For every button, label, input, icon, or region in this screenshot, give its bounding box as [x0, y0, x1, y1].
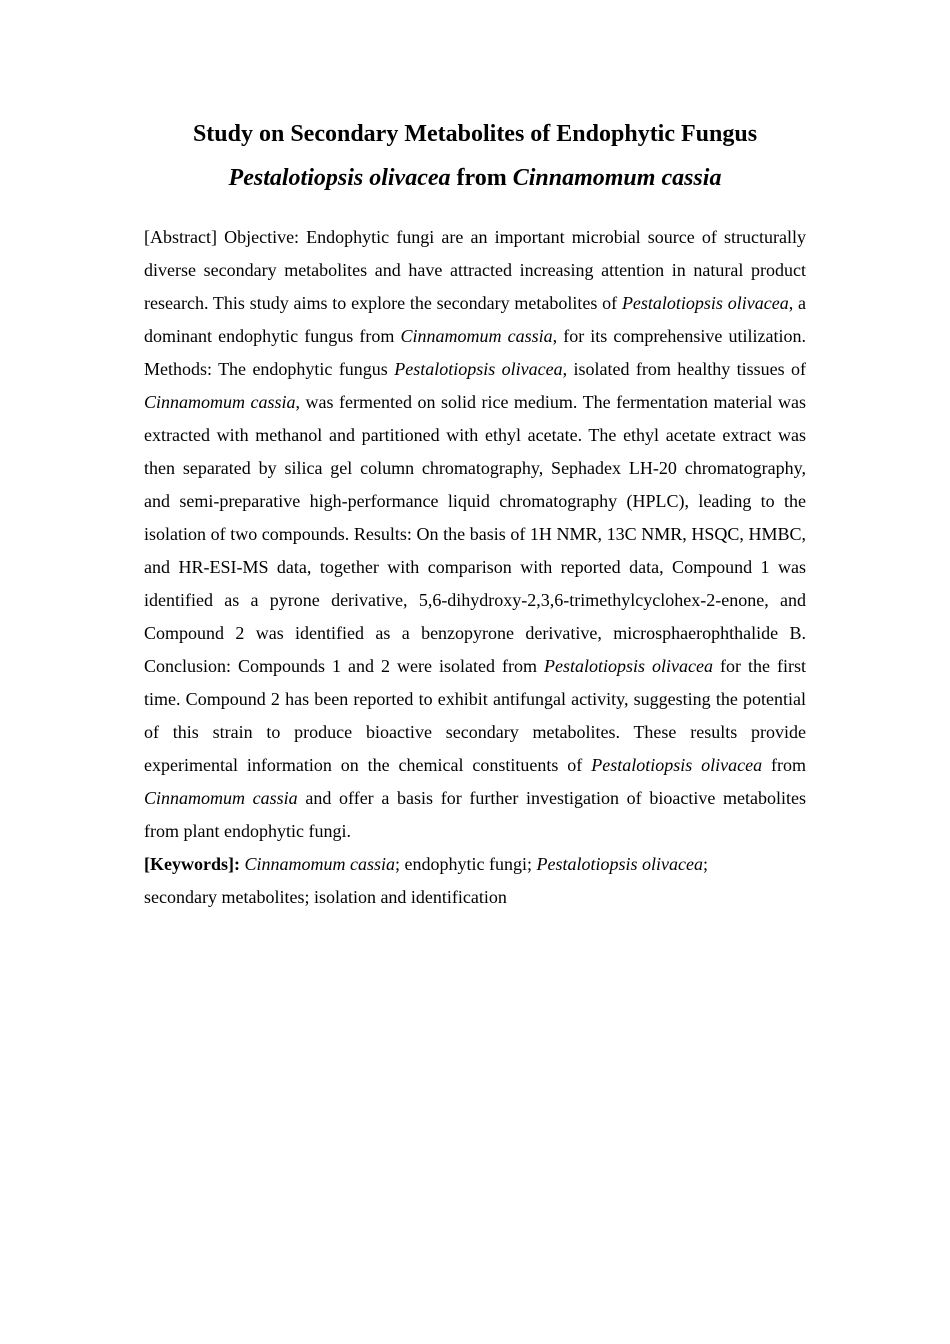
abstract-paragraph — [144, 221, 806, 848]
abstract-text: for the first time. Compound 2 has been reported to exhibit antifungal activity, suggesting the potential of this strain to produce bioactive secondary metabolites. These results provide experimental information on the chemical constituents of — [144, 656, 806, 775]
title-from: from — [456, 165, 507, 191]
title-species: Pestalotiopsis olivacea — [228, 165, 451, 191]
host-name: Cinnamomum cassia — [144, 392, 296, 412]
host-name: Cinnamomum cassia — [400, 326, 553, 346]
paper-title — [144, 112, 806, 200]
species-name: Pestalotiopsis olivacea — [621, 293, 789, 313]
keyword-rest: secondary metabolites; isolation and identification — [144, 887, 507, 907]
abstract-text: , isolated from healthy tissues of — [562, 359, 806, 379]
abstract-text: , for its comprehensive utilization. Methods: The endophytic fungus — [144, 326, 806, 379]
keyword-separator: ; — [702, 854, 708, 874]
species-name: Pestalotiopsis olivacea — [544, 656, 713, 676]
species-name: Pestalotiopsis olivacea — [591, 755, 763, 775]
title-line-1: Study on Secondary Metabolites of Endophytic Fungus — [192, 121, 758, 147]
keyword-separator: ; endophytic fungi; — [395, 854, 537, 874]
host-name: Cinnamomum cassia — [144, 788, 298, 808]
abstract-text: from — [762, 755, 807, 775]
abstract-text: [Abstract] Objective: Endophytic fungi are an important microbial source of structurally diverse secondary metabolites and have attracted increasing attention in natural product research. This study aims to explore the secondary metabolites of — [144, 227, 806, 313]
abstract-text: , was fermented on solid rice medium. The fermentation material was extracted with methanol and partitioned with ethyl acetate. The ethyl acetate extract was then separated by silica gel column chromatography, Sephadex LH-20 chromatography, and semi-preparative high-performance liquid chromatography (HPLC), leading to the isolation of two compounds. Results: On the basis of 1H NMR, 13C NMR, HSQC, HMBC, and HR-ESI-MS data, together with comparison with reported data, Compound 1 was identified as a pyrone derivative, 5,6-dihydroxy-2,3,6-trimethylcyclohex-2-enone, and Compound 2 was identified as a benzopyrone derivative, microsphaerophthalide B. Conclusion: Compounds 1 and 2 were isolated from — [144, 392, 806, 676]
keyword-host: Cinnamomum cassia — [244, 854, 395, 874]
keywords-label: [Keywords]: — [144, 854, 240, 874]
title-host: Cinnamomum cassia — [512, 165, 722, 191]
keyword-species: Pestalotiopsis olivacea — [536, 854, 703, 874]
abstract-text: , a dominant endophytic fungus from — [144, 293, 806, 346]
abstract-text: and offer a basis for further investigation of bioactive metabolites from plant endophytic fungi. — [144, 788, 806, 841]
keywords-line — [144, 848, 806, 914]
paper-page — [144, 112, 806, 914]
species-name: Pestalotiopsis olivacea — [394, 359, 563, 379]
